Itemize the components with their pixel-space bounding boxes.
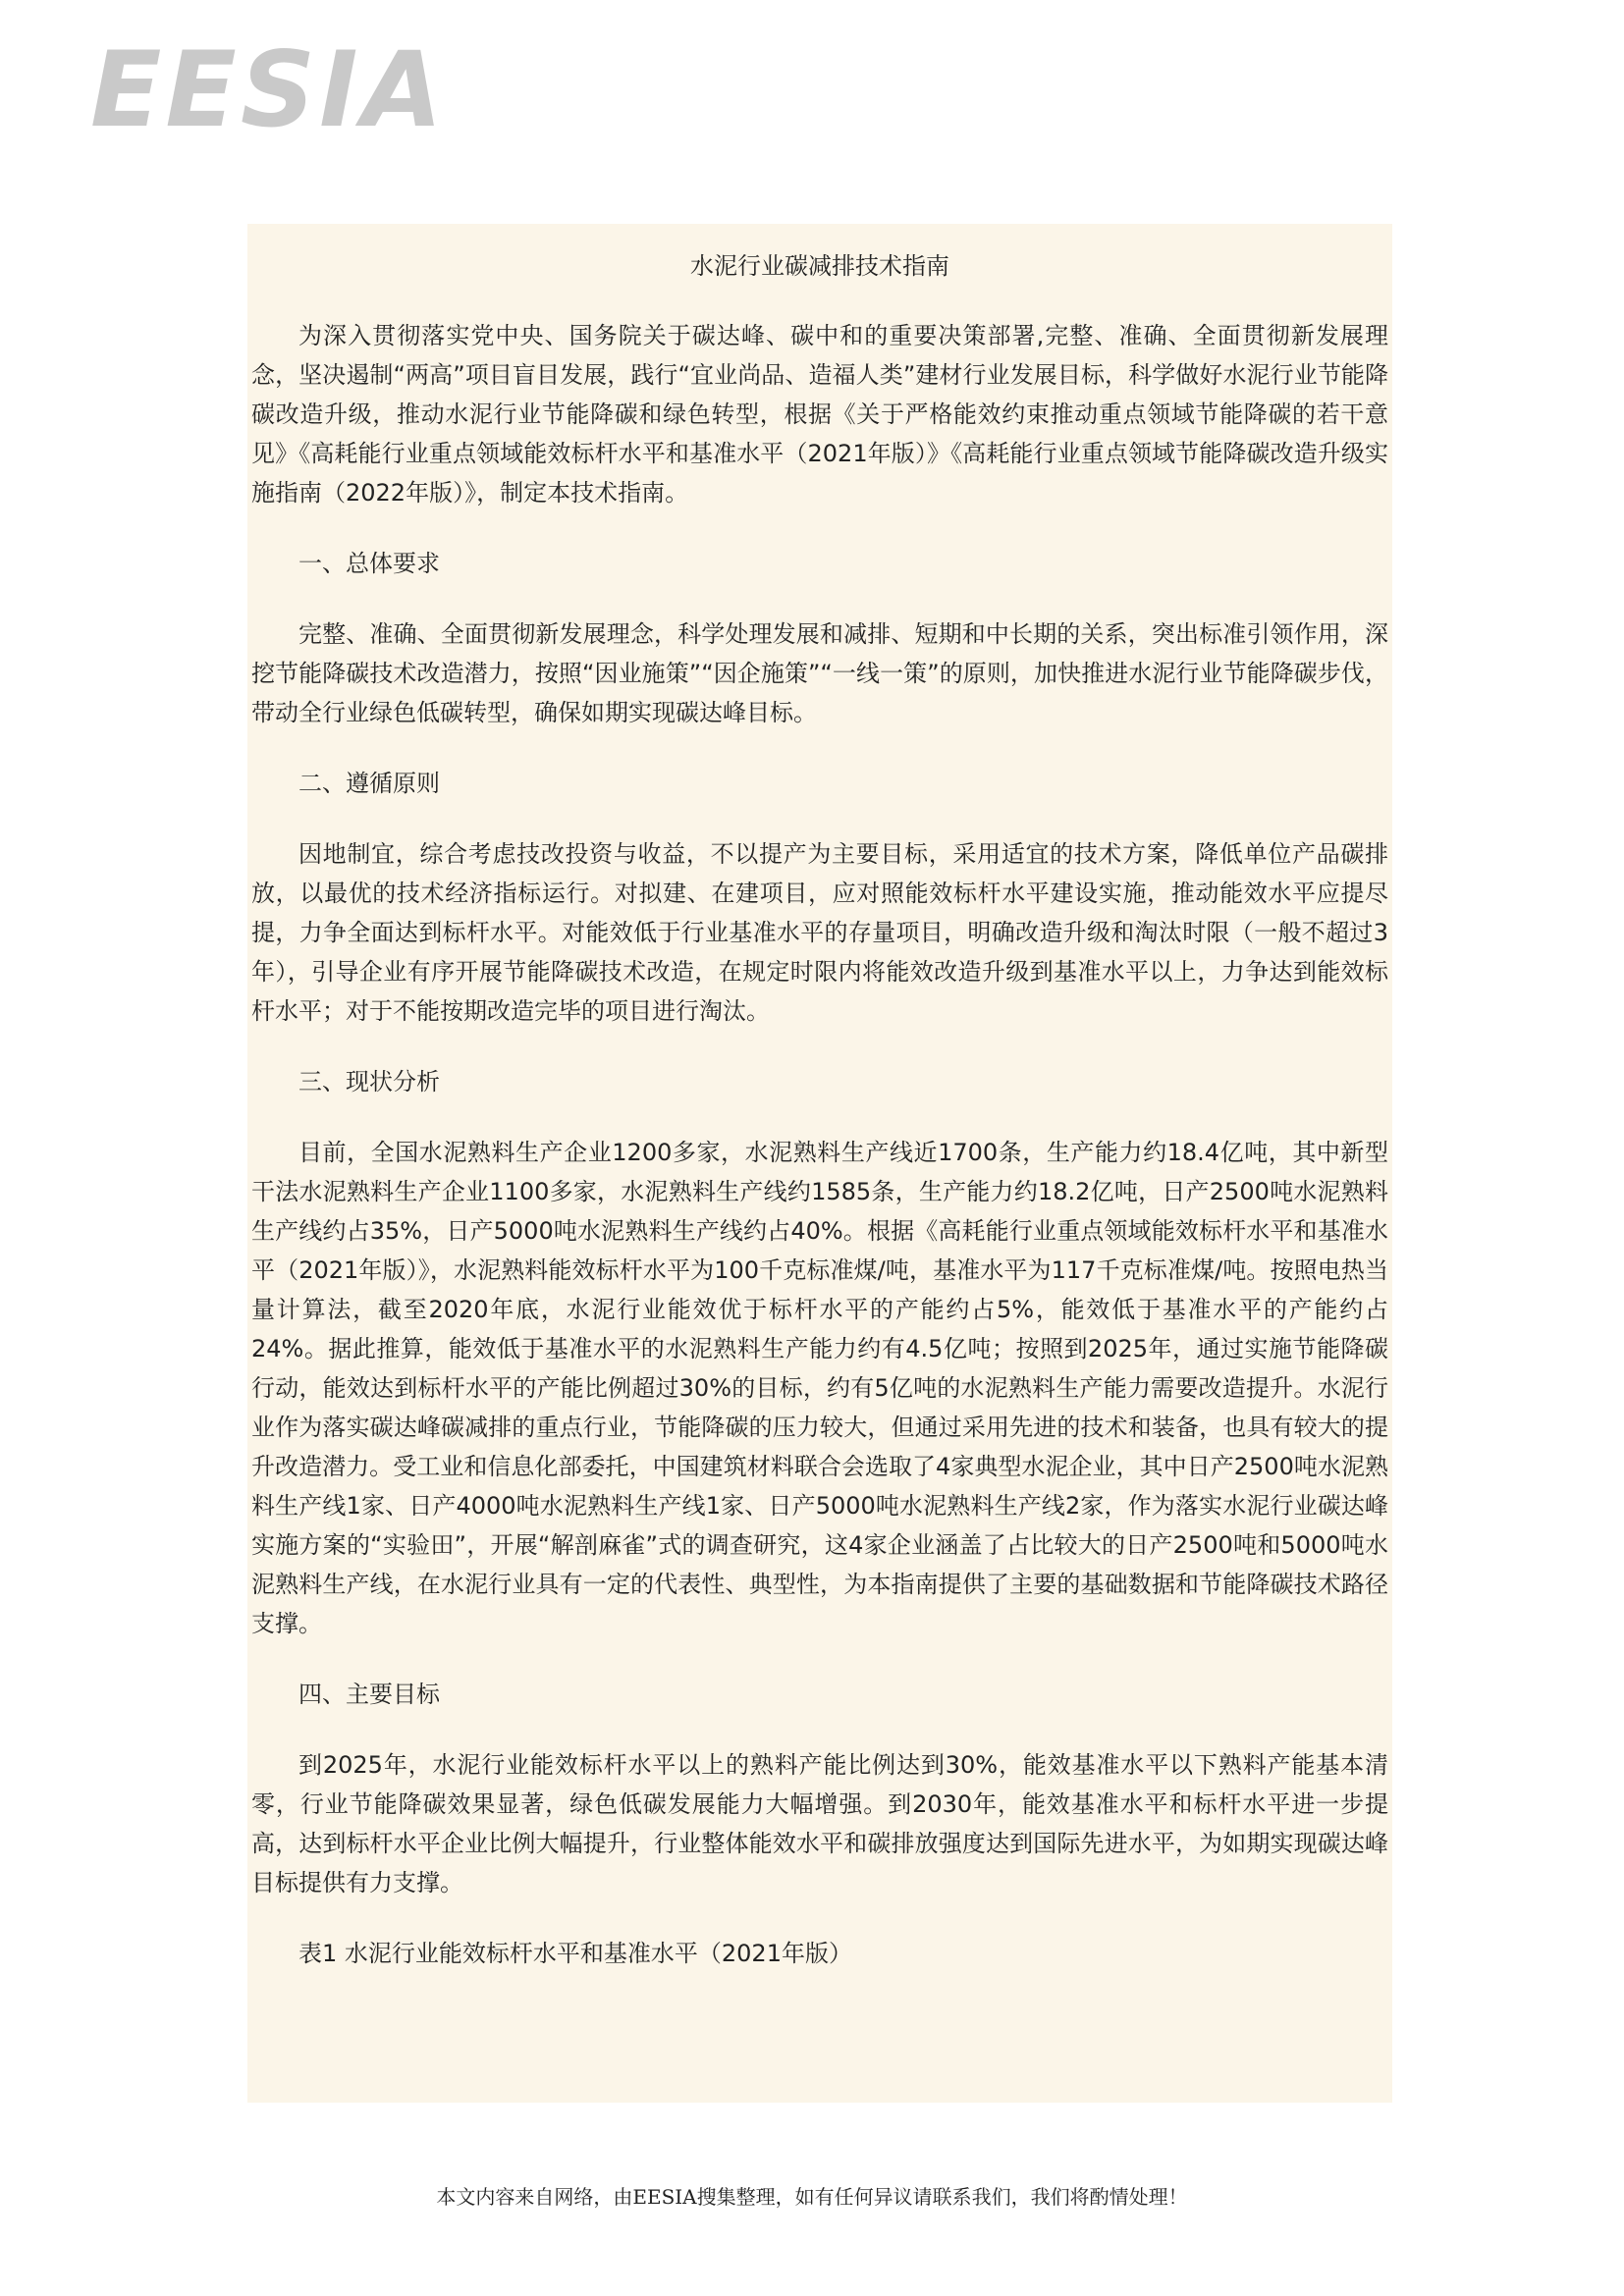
footer-disclaimer: 本文内容来自网络，由EESIA搜集整理，如有任何异议请联系我们，我们将酌情处理！ xyxy=(436,2185,1188,2209)
section-heading-goals: 四、主要目标 xyxy=(298,1681,440,1708)
section-heading-requirements: 一、总体要求 xyxy=(298,550,440,577)
eesia-logo: EESIA xyxy=(90,29,447,150)
section-body-requirements: 完整、准确、全面贯彻新发展理念，科学处理发展和减排、短期和中长期的关系，突出标准引领作用，深挖节能降碳技术改造潜力，按照“因业施策”“因企施策”“一线一策”的原则，加快推进水泥行业节能降碳步伐，带动全行业绿色低碳转型，确保如期实现碳达峰目标。 xyxy=(251,620,1388,726)
intro-paragraph: 为深入贯彻落实党中央、国务院关于碳达峰、碳中和的重要决策部署,完整、准确、全面贯彻新发展理念，坚决遏制“两高”项目盲目发展，践行“宜业尚品、造福人类”建材行业发展目标，科学做好水泥行业节能降碳改造升级，推动水泥行业节能降碳和绿色转型，根据《关于严格能效约束推动重点领域节能降碳的若干意见》《高耗能行业重点领域能效标杆水平和基准水平（2021年版）》《高耗能行业重点领域节能降碳改造升级实施指南（2022年版）》，制定本技术指南。 xyxy=(251,322,1388,507)
section-body-principles: 因地制宜，综合考虑技改投资与收益，不以提产为主要目标，采用适宜的技术方案，降低单位产品碳排放，以最优的技术经济指标运行。对拟建、在建项目，应对照能效标杆水平建设实施，推动能效水平应提尽提，力争全面达到标杆水平。对能效低于行业基准水平的存量项目，明确改造升级和淘汰时限（一般不超过3年），引导企业有序开展节能降碳技术改造，在规定时限内将能效改造升级到基准水平以上，力争达到能效标杆水平；对于不能按期改造完毕的项目进行淘汰。 xyxy=(251,840,1388,1025)
table-caption: 表1 水泥行业能效标杆水平和基准水平（2021年版） xyxy=(298,1940,852,1967)
section-heading-principles: 二、遵循原则 xyxy=(298,770,440,797)
section-body-goals: 到2025年，水泥行业能效标杆水平以上的熟料产能比例达到30%，能效基准水平以下熟料产能基本清零，行业节能降碳效果显著，绿色低碳发展能力大幅增强。到2030年，能效基准水平和标杆水平进一步提高，达到标杆水平企业比例大幅提升，行业整体能效水平和碳排放强度达到国际先进水平，为如期实现碳达峰目标提供有力支撑。 xyxy=(251,1751,1388,1896)
document-body xyxy=(247,224,1392,2103)
section-body-analysis: 目前，全国水泥熟料生产企业1200多家，水泥熟料生产线近1700条，生产能力约18.4亿吨，其中新型干法水泥熟料生产企业1100多家，水泥熟料生产线约1585条，生产能力约18.2亿吨，日产2500吨水泥熟料生产线约占35%，日产5000吨水泥熟料生产线约占40%。根据《高耗能行业重点领域能效标杆水平和基准水平（2021年版）》，水泥熟料能效标杆水平为100千克标准煤/吨，基准水平为117千克标准煤/吨。按照电热当量计算法，截至2020年底，水泥行业能效优于标杆水平的产能约占5%，能效低于基准水平的产能约占24%。据此推算，能效低于基准水平的水泥熟料生产能力约有4.5亿吨；按照到2025年，通过实施节能降碳行动，能效达到标杆水平的产能比例超过30%的目标，约有5亿吨的水泥熟料生产能力需要改造提升。水泥行业作为落实碳达峰碳减排的重点行业，节能降碳的压力较大，但通过采用先进的技术和装备，也具有较大的提升改造潜力。受工业和信息化部委托，中国建筑材料联合会选取了4家典型水泥企业，其中日产2500吨水泥熟料生产线1家、日产4000吨水泥熟料生产线1家、日产5000吨水泥熟料生产线2家，作为落实水泥行业碳达峰实施方案的“实验田”，开展“解剖麻雀”式的调查研究，这4家企业涵盖了占比较大的日产2500吨和5000吨水泥熟料生产线，在水泥行业具有一定的代表性、典型性，为本指南提供了主要的基础数据和节能降碳技术路径支撑。 xyxy=(251,1139,1388,1637)
section-heading-analysis: 三、现状分析 xyxy=(298,1068,440,1095)
document-title: 水泥行业碳减排技术指南 xyxy=(690,252,949,280)
